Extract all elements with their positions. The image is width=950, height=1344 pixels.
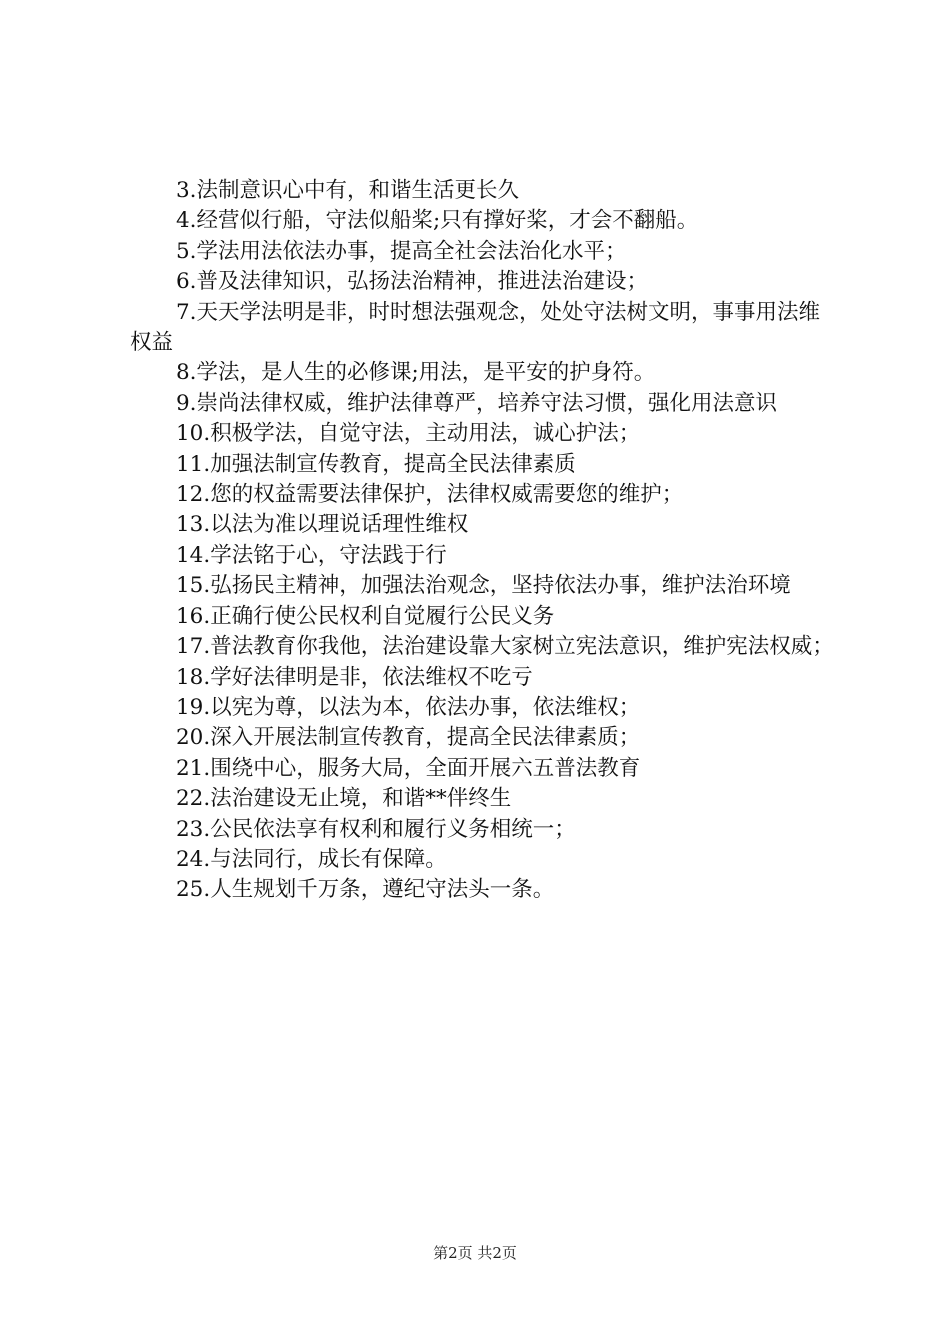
list-item: 24.与法同行，成长有保障。 [176,846,447,872]
list-item: 9.崇尚法律权威，维护法律尊严，培养守法习惯，强化用法意识 [176,390,778,416]
list-item: 25.人生规划千万条，遵纪守法头一条。 [176,877,555,903]
slogan-list [130,176,840,906]
list-item: 19.以宪为尊，以法为本，依法办事，依法维权； [176,694,641,720]
list-item: 23.公民依法享有权利和履行义务相统一； [176,816,576,842]
list-item: 16.正确行使公民权利自觉履行公民义务 [176,603,555,629]
list-item: 6.普及法律知识，弘扬法治精神，推进法治建设； [176,269,649,295]
list-item: 20.深入开展法制宣传教育，提高全民法律素质； [176,725,641,751]
list-item: 8.学法，是人生的必修课;用法，是平安的护身符。 [176,360,656,386]
list-item: 15.弘扬民主精神，加强法治观念，坚持依法办事，维护法治环境 [176,573,791,599]
list-item: 12.您的权益需要法律保护，法律权威需要您的维护； [176,482,684,508]
list-item: 17.普法教育你我他，法治建设靠大家树立宪法意识，维护宪法权威； [176,634,834,660]
list-item: 3.法制意识心中有，和谐生活更长久 [176,178,520,203]
list-item: 18.学好法律明是非，依法维权不吃亏 [176,664,533,690]
list-item: 13.以法为准以理说话理性维权 [176,512,469,538]
list-item: 7.天天学法明是非，时时想法强观念，处处守法树文明，事事用法维权益 [130,299,821,356]
list-item: 5.学法用法依法办事，提高全社会法治化水平； [176,238,627,264]
list-item: 4.经营似行船，守法似船桨;只有撑好桨，才会不翻船。 [176,208,699,234]
list-item: 21.围绕中心，服务大局，全面开展六五普法教育 [176,755,641,781]
list-item: 10.积极学法，自觉守法，主动用法，诚心护法； [176,421,641,447]
list-item: 11.加强法制宣传教育，提高全民法律素质 [176,451,576,477]
list-item: 22.法治建设无止境，和谐**伴终生 [176,786,512,812]
list-item: 14.学法铭于心，守法践于行 [176,542,447,568]
page-footer: 第2页 共2页 [433,1244,517,1262]
